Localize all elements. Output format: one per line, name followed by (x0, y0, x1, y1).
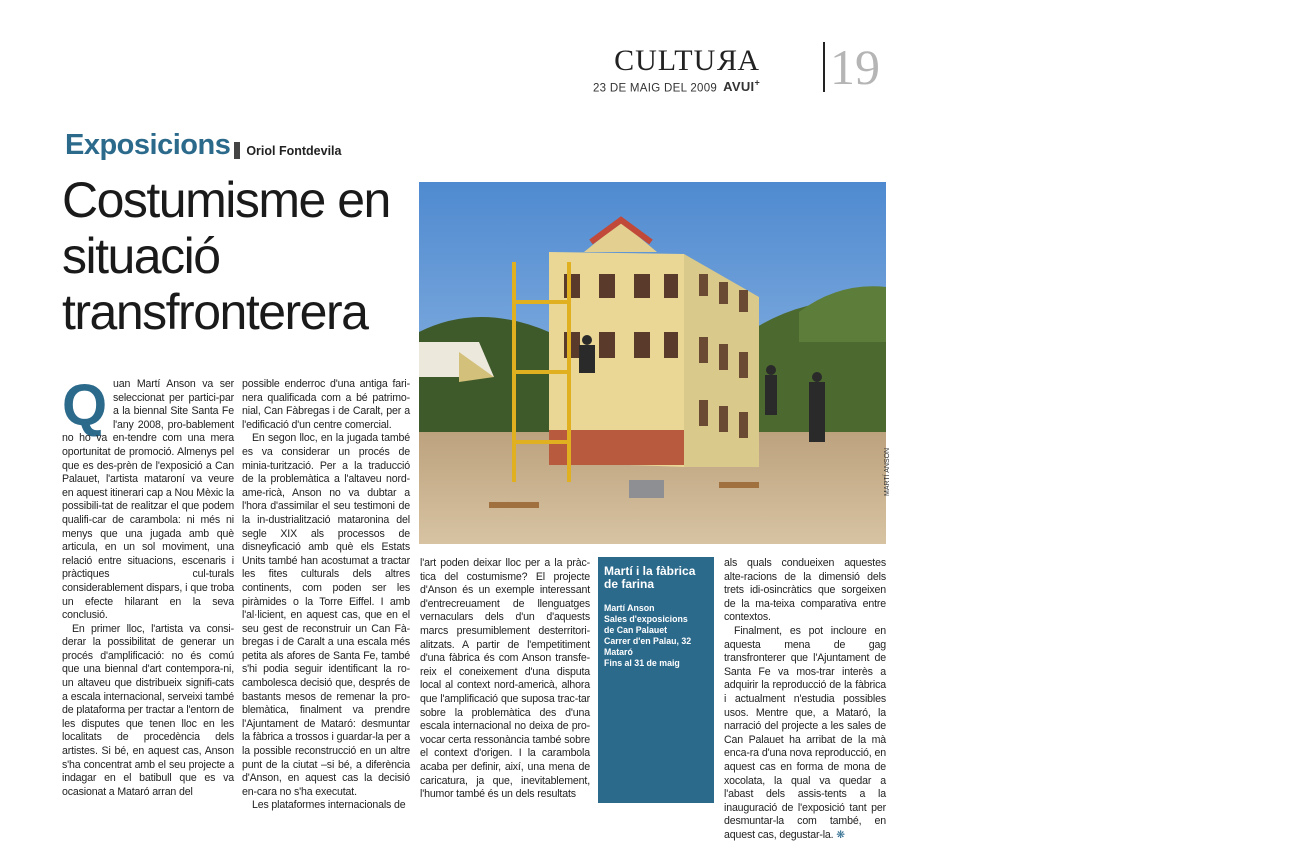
paragraph: En segon lloc, en la jugada també es va considerar un procés de minia-turització. Per a la traducció de la problemàtica a l'altaveu nord-ame-ricà, Anson no va dubtar a l'hora d'assimilar el seu testimoni de la in-dustrialització mataronina del segle XIX als processos de disneyficació amb què els Estats Units també han acostumat a tractar les fites culturals dels altres continents, com poden ser les piràmides o la Torre Eiffel. I amb l'al·licient, en aquest cas, que en el seu gest de reconstruir un Can Fà-bregas i de Caralt a una escala més petita als afores de Santa Fe, també s'hi podia seguir identificant la ro-cambolesca decisió que, després de bastants mesos de remenar la pro-blemàtica, finalment va prendre l'Ajuntament de Mataró: desmuntar la fàbrica a trossos i guardar-la per a la possible reconstrucció en un altre punt de la ciutat –si bé, a diferència d'Anson, en aquest cas la decisió en-cara no s'ha executat. (242, 432, 410, 798)
paragraph: Finalment, es pot incloure en aquesta mena de gag transfronterer que l'Ajuntament de Santa Fe va mos-trar interès a adquirir la reproducció de la fàbrica i actualment n'estudia possibles usos. Mentre que, a Mataró, la narració del projecte a les sales de Can Palauet ha arribat de la mà enca-ra d'una nova reproducció, en aquest cas en forma de mona de xocolata, la qual va quedar a l'abast dels assis-tents a la inauguració de l'exposició tant per desmuntar-la com també, en aquest cas, degustar-la. ❋ (724, 624, 886, 841)
paragraph: possible enderroc d'una antiga fari-nera qualificada com a bé patrimo-nial, Can Fàbregas i de Caralt, per a l'edificació d'un centre comercial. (242, 378, 410, 431)
paragraph: Les plataformes internacionals de (252, 799, 406, 812)
page-number: 19 (830, 39, 880, 95)
kicker-bar (234, 142, 240, 159)
article-column-4 (724, 557, 886, 842)
infobox-line: Fins al 31 de maig (604, 658, 680, 668)
issue-date: 23 DE MAIG DEL 2009 AVUI+ (592, 78, 760, 95)
paragraph: Quan Martí Anson va ser seleccionat per partici-par a la biennal Site Santa Fe l'any 2008, pro-bablement no ho va en-tendre com una mera oportunitat de promoció. Almenys pel que es des-prèn de l'exposició a Can Palauet, l'artista mataroní va veure en aquest itinerari cap a Nou Mèxic la possibili-tat de realitzar el que podem qualifi-car de carambola: ni més ni menys que una jugada amb què articula, en un sol moviment, una relació entre situacions, escenaris i pràctiques cul-turals considerablement dispars, i que troba un efecte hilarant en la seva conclusió. (62, 373, 234, 622)
headline: Costumisme en situació transfronterera (62, 172, 390, 340)
newspaper-logo: AVUI+ (723, 78, 760, 95)
photo-caption: Reproducció de la fàbrica Can Fàbregas i de Caralt a Santa Fe en la fase final de construcció (1194, 380, 1299, 439)
infobox-line: Mataró (604, 647, 633, 657)
photo-credit: MARTÍ ANSON (884, 447, 891, 496)
infobox-line: Carrer d'en Palau, 32 (604, 636, 692, 646)
paragraph: l'art poden deixar lloc per a la pràc-tica del costumisme? El projecte d'Anson és un exemple interessant d'entrecreuament de llenguatges vernaculars dels d'un d'aquests marcs presumiblement desterritori-alitzats. A partir de l'empetitiment d'una fàbrica és com Anson transfe-reix el coneixement d'una disputa local al context nord-americà, alhora que l'amplificació que suposa trac-tar sobre la problemàtica des d'una escala internacional no deixa de pro-vocar certa ressonància també sobre el context d'origen. I la carambola acaba per definir, així, una mena de caricatura, ja que, inevitablement, l'humor també és un dels resultats (420, 557, 590, 801)
factory-illustration (419, 182, 886, 544)
article-column-3 (420, 557, 590, 802)
infobox-line: Sales d'exposicions (604, 614, 688, 624)
infobox-line: de Can Palauet (604, 625, 668, 635)
paragraph: En primer lloc, l'artista va consi-derar la possibilitat de generar un procés d'amplificació: no és comú que una biennal d'art contempora-ni, un altaveu que distribueix signifi-cats a escala internacional, serveixi també de plataforma per tractar a l'entorn de les disputes que tenen lloc en les localitats de procedència dels artistes. Si bé, en aquest cas, Anson s'ha concentrat amb el seu projecte a indagar en el batibull que es va ocasionat a Mataró arran del (62, 622, 234, 798)
exhibition-infobox (598, 557, 714, 803)
masthead (592, 39, 890, 95)
header-divider (823, 42, 825, 92)
infobox-line: Martí Anson (604, 603, 655, 613)
section-title: CULTURA (614, 44, 760, 77)
drop-cap: Q (62, 373, 107, 438)
article-column-1 (62, 373, 234, 799)
paragraph: als quals condueixen aquestes alte-racions de la dimensió dels trets idi-osincràtics que sorgeixen de la ma-teixa comparativa entre contextos. (724, 557, 886, 624)
infobox-title: Martí i la fàbrica de farina (604, 564, 696, 591)
kicker-row (65, 128, 341, 162)
article-column-2 (242, 378, 410, 813)
byline: Oriol Fontdevila (246, 144, 342, 158)
kicker: Exposicions (65, 129, 231, 161)
end-mark-icon: ❋ (836, 828, 845, 841)
